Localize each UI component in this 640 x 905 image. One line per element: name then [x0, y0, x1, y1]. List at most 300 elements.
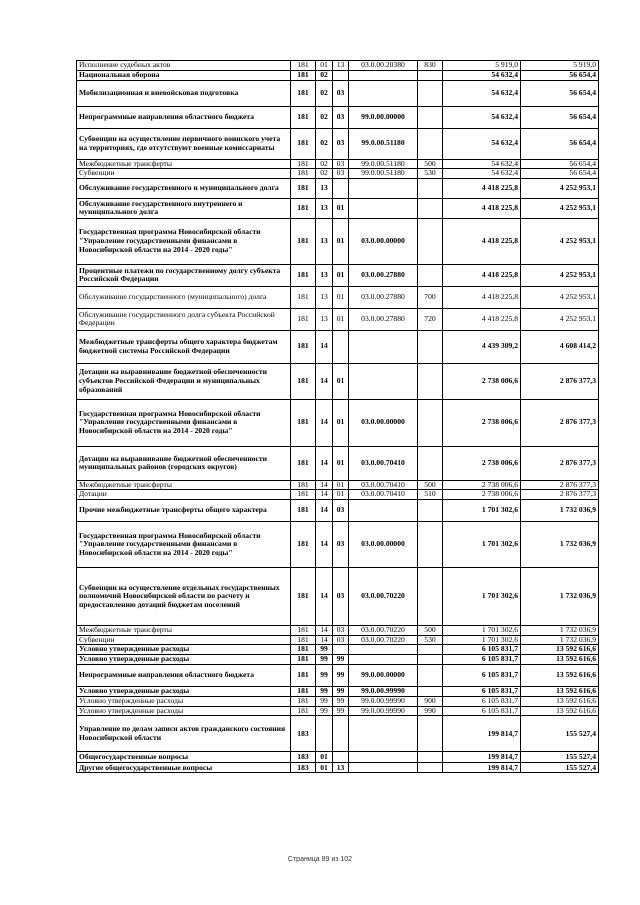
row-section-cell: 01: [316, 61, 333, 71]
row-section-cell: 14: [316, 521, 333, 567]
row-amount-year1-cell: 4 418 225,8: [443, 308, 521, 330]
row-subsection-cell: 13: [333, 763, 349, 773]
row-grbs-cell: 181: [291, 480, 316, 490]
table-row: [77, 655, 599, 665]
row-amount-year1-cell: 54 632,4: [443, 159, 521, 169]
row-name-cell: Субвенции: [77, 635, 291, 645]
row-expense-type-cell: [418, 665, 443, 687]
table-row: [77, 218, 599, 264]
row-amount-year1-cell: 6 105 831,7: [443, 665, 521, 687]
row-subsection-cell: 01: [333, 363, 349, 399]
row-subsection-cell: 03: [333, 499, 349, 521]
row-name-cell: Непрограммные направления областного бюджета: [77, 106, 291, 128]
row-amount-year2-cell: 2 876 377,3: [521, 446, 599, 480]
row-section-cell: 99: [316, 687, 333, 697]
row-name-cell: Межбюджетные трансферты: [77, 159, 291, 169]
row-name-cell: Прочие межбюджетные трансферты общего характера: [77, 499, 291, 521]
row-target-code-cell: 03.0.00.27880: [349, 286, 418, 308]
row-grbs-cell: 181: [291, 330, 316, 363]
row-grbs-cell: 181: [291, 80, 316, 106]
table-row: [77, 635, 599, 645]
row-target-code-cell: [349, 80, 418, 106]
row-expense-type-cell: [418, 655, 443, 665]
row-amount-year2-cell: 56 654,4: [521, 70, 599, 80]
table-row: [77, 499, 599, 521]
row-target-code-cell: [349, 763, 418, 773]
row-expense-type-cell: [418, 363, 443, 399]
row-subsection-cell: 03: [333, 128, 349, 159]
row-name-cell: Межбюджетные трансферты: [77, 480, 291, 490]
table-row: [77, 363, 599, 399]
row-expense-type-cell: 530: [418, 635, 443, 645]
row-amount-year2-cell: 56 654,4: [521, 169, 599, 179]
row-section-cell: 14: [316, 330, 333, 363]
row-subsection-cell: 99: [333, 665, 349, 687]
row-expense-type-cell: [418, 330, 443, 363]
row-expense-type-cell: 700: [418, 286, 443, 308]
row-target-code-cell: [349, 655, 418, 665]
row-section-cell: 13: [316, 218, 333, 264]
table-row: [77, 80, 599, 106]
row-grbs-cell: 181: [291, 178, 316, 198]
row-section-cell: 02: [316, 128, 333, 159]
row-amount-year1-cell: 6 105 831,7: [443, 645, 521, 655]
row-subsection-cell: [333, 716, 349, 752]
row-name-cell: Национальная оборона: [77, 70, 291, 80]
row-section-cell: 14: [316, 363, 333, 399]
row-amount-year2-cell: 155 527,4: [521, 752, 599, 763]
row-target-code-cell: [349, 752, 418, 763]
row-amount-year1-cell: 4 418 225,8: [443, 264, 521, 286]
row-name-cell: Управление по делам записи актов гражданского состояния Новосибирской области: [77, 716, 291, 752]
row-section-cell: 14: [316, 499, 333, 521]
table-row: [77, 567, 599, 625]
row-expense-type-cell: [418, 178, 443, 198]
row-amount-year2-cell: 4 608 414,2: [521, 330, 599, 363]
row-section-cell: 02: [316, 159, 333, 169]
row-expense-type-cell: [418, 264, 443, 286]
row-grbs-cell: 181: [291, 286, 316, 308]
row-amount-year1-cell: 2 738 006,6: [443, 490, 521, 500]
table-row: [77, 159, 599, 169]
row-section-cell: 01: [316, 763, 333, 773]
row-amount-year2-cell: 2 876 377,3: [521, 363, 599, 399]
row-section-cell: 99: [316, 697, 333, 707]
row-amount-year2-cell: 13 592 616,6: [521, 697, 599, 707]
row-section-cell: 14: [316, 625, 333, 635]
row-amount-year2-cell: 13 592 616,6: [521, 687, 599, 697]
row-target-code-cell: 03.0.00.70410: [349, 480, 418, 490]
row-grbs-cell: 181: [291, 169, 316, 179]
row-expense-type-cell: 500: [418, 625, 443, 635]
row-subsection-cell: [333, 645, 349, 655]
row-grbs-cell: 181: [291, 446, 316, 480]
row-name-cell: Условно утвержденные расходы: [77, 687, 291, 697]
row-grbs-cell: 181: [291, 625, 316, 635]
row-expense-type-cell: [418, 499, 443, 521]
row-target-code-cell: 03.0.00.70410: [349, 490, 418, 500]
row-target-code-cell: 03.0.00.20380: [349, 61, 418, 71]
row-target-code-cell: 03.0.00.00000: [349, 218, 418, 264]
row-section-cell: 14: [316, 567, 333, 625]
table-row: [77, 716, 599, 752]
row-grbs-cell: 181: [291, 399, 316, 446]
row-name-cell: Межбюджетные трансферты: [77, 625, 291, 635]
table-row: [77, 645, 599, 655]
row-name-cell: Дотации на выравнивание бюджетной обеспеченности субъектов Российской Федерации и муниципальных образований: [77, 363, 291, 399]
row-grbs-cell: 181: [291, 645, 316, 655]
row-name-cell: Другие общегосударственные вопросы: [77, 763, 291, 773]
row-subsection-cell: [333, 70, 349, 80]
row-amount-year1-cell: 1 701 302,6: [443, 521, 521, 567]
row-expense-type-cell: 830: [418, 61, 443, 71]
table-row: [77, 264, 599, 286]
row-target-code-cell: 03.0.00.27880: [349, 308, 418, 330]
row-name-cell: Субвенции на осуществление отдельных государственных полномочий Новосибирской области по расчету и предоставлению дотаций бюджетам поселений: [77, 567, 291, 625]
row-amount-year2-cell: 13 592 616,6: [521, 706, 599, 716]
row-subsection-cell: [333, 178, 349, 198]
row-target-code-cell: [349, 499, 418, 521]
row-target-code-cell: [349, 198, 418, 218]
row-amount-year2-cell: 2 876 377,3: [521, 399, 599, 446]
table-row: [77, 706, 599, 716]
row-amount-year1-cell: 6 105 831,7: [443, 697, 521, 707]
row-grbs-cell: 181: [291, 106, 316, 128]
row-section-cell: 99: [316, 655, 333, 665]
row-subsection-cell: 01: [333, 446, 349, 480]
row-target-code-cell: 99.0.00.51180: [349, 128, 418, 159]
row-grbs-cell: 183: [291, 763, 316, 773]
table-row: [77, 106, 599, 128]
row-amount-year2-cell: 4 252 953,1: [521, 178, 599, 198]
row-amount-year2-cell: 13 592 616,6: [521, 645, 599, 655]
row-amount-year1-cell: 1 701 302,6: [443, 567, 521, 625]
row-section-cell: 14: [316, 635, 333, 645]
row-amount-year2-cell: 13 592 616,6: [521, 665, 599, 687]
row-grbs-cell: 181: [291, 665, 316, 687]
row-target-code-cell: 03.0.00.70220: [349, 567, 418, 625]
row-target-code-cell: [349, 716, 418, 752]
row-expense-type-cell: [418, 218, 443, 264]
row-amount-year1-cell: 2 738 006,6: [443, 363, 521, 399]
table-row: [77, 399, 599, 446]
budget-table: [76, 60, 599, 773]
row-amount-year1-cell: 2 738 006,6: [443, 480, 521, 490]
row-subsection-cell: 01: [333, 308, 349, 330]
row-amount-year1-cell: 199 814,7: [443, 716, 521, 752]
row-expense-type-cell: 900: [418, 697, 443, 707]
row-amount-year1-cell: 1 701 302,6: [443, 499, 521, 521]
row-amount-year1-cell: 4 439 309,2: [443, 330, 521, 363]
row-amount-year1-cell: 2 738 006,6: [443, 399, 521, 446]
row-amount-year2-cell: 155 527,4: [521, 716, 599, 752]
row-expense-type-cell: [418, 70, 443, 80]
table-row: [77, 490, 599, 500]
row-amount-year1-cell: 6 105 831,7: [443, 687, 521, 697]
row-grbs-cell: 183: [291, 716, 316, 752]
row-amount-year1-cell: 5 919,0: [443, 61, 521, 71]
row-grbs-cell: 181: [291, 567, 316, 625]
table-row: [77, 128, 599, 159]
row-grbs-cell: 181: [291, 490, 316, 500]
row-amount-year2-cell: 4 252 953,1: [521, 218, 599, 264]
table-row: [77, 178, 599, 198]
row-subsection-cell: 03: [333, 106, 349, 128]
row-subsection-cell: 01: [333, 264, 349, 286]
row-amount-year1-cell: 2 738 006,6: [443, 446, 521, 480]
row-target-code-cell: [349, 70, 418, 80]
table-row: [77, 198, 599, 218]
row-expense-type-cell: [418, 106, 443, 128]
row-amount-year2-cell: 1 732 036,9: [521, 499, 599, 521]
row-grbs-cell: 181: [291, 159, 316, 169]
row-grbs-cell: 183: [291, 752, 316, 763]
row-grbs-cell: 181: [291, 128, 316, 159]
page-number: Страница 89 из 102: [287, 856, 353, 863]
row-target-code-cell: 99.0.00.00000: [349, 665, 418, 687]
row-target-code-cell: 99.0.00.00000: [349, 106, 418, 128]
row-subsection-cell: [333, 330, 349, 363]
row-amount-year2-cell: 56 654,4: [521, 159, 599, 169]
row-section-cell: 13: [316, 178, 333, 198]
row-amount-year2-cell: 4 252 953,1: [521, 264, 599, 286]
row-amount-year1-cell: 199 814,7: [443, 763, 521, 773]
row-section-cell: 14: [316, 446, 333, 480]
row-grbs-cell: 181: [291, 521, 316, 567]
row-grbs-cell: 181: [291, 655, 316, 665]
row-name-cell: Процентные платежи по государственному долгу субъекта Российской Федерации: [77, 264, 291, 286]
row-section-cell: 02: [316, 80, 333, 106]
row-subsection-cell: 99: [333, 697, 349, 707]
row-subsection-cell: 03: [333, 567, 349, 625]
table-row: [77, 446, 599, 480]
row-subsection-cell: 01: [333, 490, 349, 500]
row-grbs-cell: 181: [291, 687, 316, 697]
row-amount-year2-cell: 4 252 953,1: [521, 308, 599, 330]
row-target-code-cell: 99.0.00.99990: [349, 706, 418, 716]
row-target-code-cell: [349, 363, 418, 399]
row-name-cell: Условно утвержденные расходы: [77, 645, 291, 655]
table-row: [77, 625, 599, 635]
row-subsection-cell: 03: [333, 521, 349, 567]
row-grbs-cell: 181: [291, 308, 316, 330]
row-subsection-cell: 01: [333, 286, 349, 308]
row-expense-type-cell: [418, 716, 443, 752]
row-subsection-cell: 03: [333, 159, 349, 169]
row-name-cell: Субвенции на осуществление первичного воинского учета на территориях, где отсутствуют военные комиссариаты: [77, 128, 291, 159]
row-subsection-cell: 03: [333, 635, 349, 645]
row-grbs-cell: 181: [291, 697, 316, 707]
document-page: [76, 60, 598, 773]
table-row: [77, 61, 599, 71]
row-grbs-cell: 181: [291, 363, 316, 399]
row-amount-year2-cell: 4 252 953,1: [521, 198, 599, 218]
row-amount-year1-cell: 1 701 302,6: [443, 635, 521, 645]
row-expense-type-cell: [418, 763, 443, 773]
row-name-cell: Обслуживание государственного (муниципального) долга: [77, 286, 291, 308]
row-amount-year2-cell: 1 732 036,9: [521, 567, 599, 625]
row-target-code-cell: 99.0.00.99990: [349, 697, 418, 707]
row-name-cell: Обслуживание государственного долга субъекта Российской Федерации: [77, 308, 291, 330]
table-row: [77, 752, 599, 763]
row-section-cell: 99: [316, 706, 333, 716]
table-row: [77, 665, 599, 687]
row-grbs-cell: 181: [291, 706, 316, 716]
row-target-code-cell: 03.0.00.70220: [349, 625, 418, 635]
row-expense-type-cell: [418, 567, 443, 625]
row-name-cell: Субвенции: [77, 169, 291, 179]
row-name-cell: Дотации на выравнивание бюджетной обеспеченности муниципальных районов (городских округов): [77, 446, 291, 480]
row-expense-type-cell: 500: [418, 480, 443, 490]
row-amount-year1-cell: 6 105 831,7: [443, 655, 521, 665]
row-amount-year2-cell: 56 654,4: [521, 80, 599, 106]
row-name-cell: Дотации: [77, 490, 291, 500]
row-subsection-cell: 01: [333, 399, 349, 446]
row-amount-year2-cell: 1 732 036,9: [521, 625, 599, 635]
row-expense-type-cell: [418, 752, 443, 763]
table-row: [77, 697, 599, 707]
row-section-cell: 02: [316, 70, 333, 80]
row-amount-year2-cell: 56 654,4: [521, 128, 599, 159]
row-amount-year1-cell: 4 418 225,8: [443, 218, 521, 264]
row-amount-year2-cell: 13 592 616,6: [521, 655, 599, 665]
row-name-cell: Государственная программа Новосибирской области "Управление государственными финансами в Новосибирской области на 2014 - 2020 годы": [77, 521, 291, 567]
row-subsection-cell: 01: [333, 480, 349, 490]
row-target-code-cell: [349, 330, 418, 363]
row-grbs-cell: 181: [291, 61, 316, 71]
row-amount-year2-cell: 2 876 377,3: [521, 490, 599, 500]
row-target-code-cell: 99.0.00.51180: [349, 169, 418, 179]
row-expense-type-cell: [418, 80, 443, 106]
row-target-code-cell: 03.0.00.27880: [349, 264, 418, 286]
row-grbs-cell: 181: [291, 264, 316, 286]
row-subsection-cell: 03: [333, 169, 349, 179]
row-expense-type-cell: [418, 521, 443, 567]
row-subsection-cell: 99: [333, 706, 349, 716]
row-grbs-cell: 181: [291, 635, 316, 645]
row-name-cell: Обслуживание государственного и муниципального долга: [77, 178, 291, 198]
row-section-cell: 14: [316, 480, 333, 490]
row-name-cell: Государственная программа Новосибирской области "Управление государственными финансами в Новосибирской области на 2014 - 2020 годы": [77, 218, 291, 264]
row-amount-year1-cell: 4 418 225,8: [443, 286, 521, 308]
row-section-cell: 13: [316, 264, 333, 286]
row-subsection-cell: 99: [333, 655, 349, 665]
row-target-code-cell: 03.0.00.70220: [349, 635, 418, 645]
row-name-cell: Общегосударственные вопросы: [77, 752, 291, 763]
row-expense-type-cell: [418, 399, 443, 446]
row-target-code-cell: 99.0.00.51180: [349, 159, 418, 169]
row-section-cell: 13: [316, 308, 333, 330]
table-row: [77, 308, 599, 330]
row-grbs-cell: 181: [291, 70, 316, 80]
row-subsection-cell: [333, 752, 349, 763]
row-section-cell: [316, 716, 333, 752]
table-row: [77, 286, 599, 308]
table-row: [77, 169, 599, 179]
row-amount-year1-cell: 199 814,7: [443, 752, 521, 763]
row-subsection-cell: 99: [333, 687, 349, 697]
row-target-code-cell: [349, 645, 418, 655]
row-amount-year1-cell: 4 418 225,8: [443, 198, 521, 218]
row-target-code-cell: [349, 178, 418, 198]
row-amount-year2-cell: 56 654,4: [521, 106, 599, 128]
row-amount-year1-cell: 54 632,4: [443, 70, 521, 80]
row-target-code-cell: 03.0.00.00000: [349, 399, 418, 446]
row-amount-year2-cell: 1 732 036,9: [521, 635, 599, 645]
row-section-cell: 01: [316, 752, 333, 763]
row-section-cell: 14: [316, 490, 333, 500]
row-grbs-cell: 181: [291, 499, 316, 521]
row-target-code-cell: 99.0.00.99990: [349, 687, 418, 697]
row-target-code-cell: 03.0.00.00000: [349, 521, 418, 567]
row-name-cell: Условно утвержденные расходы: [77, 655, 291, 665]
row-grbs-cell: 181: [291, 218, 316, 264]
row-name-cell: Исполнение судебных актов: [77, 61, 291, 71]
row-expense-type-cell: 510: [418, 490, 443, 500]
table-body: [77, 61, 599, 773]
table-row: [77, 70, 599, 80]
row-amount-year1-cell: 1 701 302,6: [443, 625, 521, 635]
row-amount-year1-cell: 6 105 831,7: [443, 706, 521, 716]
row-expense-type-cell: [418, 198, 443, 218]
row-section-cell: 02: [316, 169, 333, 179]
row-expense-type-cell: [418, 645, 443, 655]
table-row: [77, 687, 599, 697]
row-amount-year2-cell: 1 732 036,9: [521, 521, 599, 567]
row-name-cell: Условно утвержденные расходы: [77, 706, 291, 716]
row-subsection-cell: 03: [333, 625, 349, 635]
row-amount-year2-cell: 2 876 377,3: [521, 480, 599, 490]
table-row: [77, 480, 599, 490]
row-section-cell: 14: [316, 399, 333, 446]
row-section-cell: 13: [316, 286, 333, 308]
row-amount-year2-cell: 5 919,0: [521, 61, 599, 71]
row-expense-type-cell: 500: [418, 159, 443, 169]
row-expense-type-cell: [418, 128, 443, 159]
row-amount-year1-cell: 54 632,4: [443, 169, 521, 179]
row-name-cell: Мобилизационная и вневойсковая подготовка: [77, 80, 291, 106]
row-name-cell: Государственная программа Новосибирской области "Управление государственными финансами в Новосибирской области на 2014 - 2020 годы": [77, 399, 291, 446]
row-section-cell: 13: [316, 198, 333, 218]
row-amount-year1-cell: 54 632,4: [443, 80, 521, 106]
row-name-cell: Межбюджетные трансферты общего характера бюджетам бюджетной системы Российской Федерации: [77, 330, 291, 363]
row-amount-year2-cell: 4 252 953,1: [521, 286, 599, 308]
row-expense-type-cell: [418, 446, 443, 480]
row-amount-year2-cell: 155 527,4: [521, 763, 599, 773]
row-section-cell: 02: [316, 106, 333, 128]
row-amount-year1-cell: 54 632,4: [443, 106, 521, 128]
row-section-cell: 99: [316, 665, 333, 687]
row-expense-type-cell: 990: [418, 706, 443, 716]
row-amount-year1-cell: 54 632,4: [443, 128, 521, 159]
row-expense-type-cell: 720: [418, 308, 443, 330]
row-amount-year1-cell: 4 418 225,8: [443, 178, 521, 198]
row-expense-type-cell: 530: [418, 169, 443, 179]
row-name-cell: Обслуживание государственного внутреннего и муниципального долга: [77, 198, 291, 218]
table-row: [77, 763, 599, 773]
table-row: [77, 330, 599, 363]
table-row: [77, 521, 599, 567]
row-subsection-cell: 13: [333, 61, 349, 71]
row-grbs-cell: 181: [291, 198, 316, 218]
row-subsection-cell: 01: [333, 198, 349, 218]
row-section-cell: 99: [316, 645, 333, 655]
row-subsection-cell: 01: [333, 218, 349, 264]
row-expense-type-cell: [418, 687, 443, 697]
row-name-cell: Условно утвержденные расходы: [77, 697, 291, 707]
row-name-cell: Непрограммные направления областного бюджета: [77, 665, 291, 687]
row-subsection-cell: 03: [333, 80, 349, 106]
